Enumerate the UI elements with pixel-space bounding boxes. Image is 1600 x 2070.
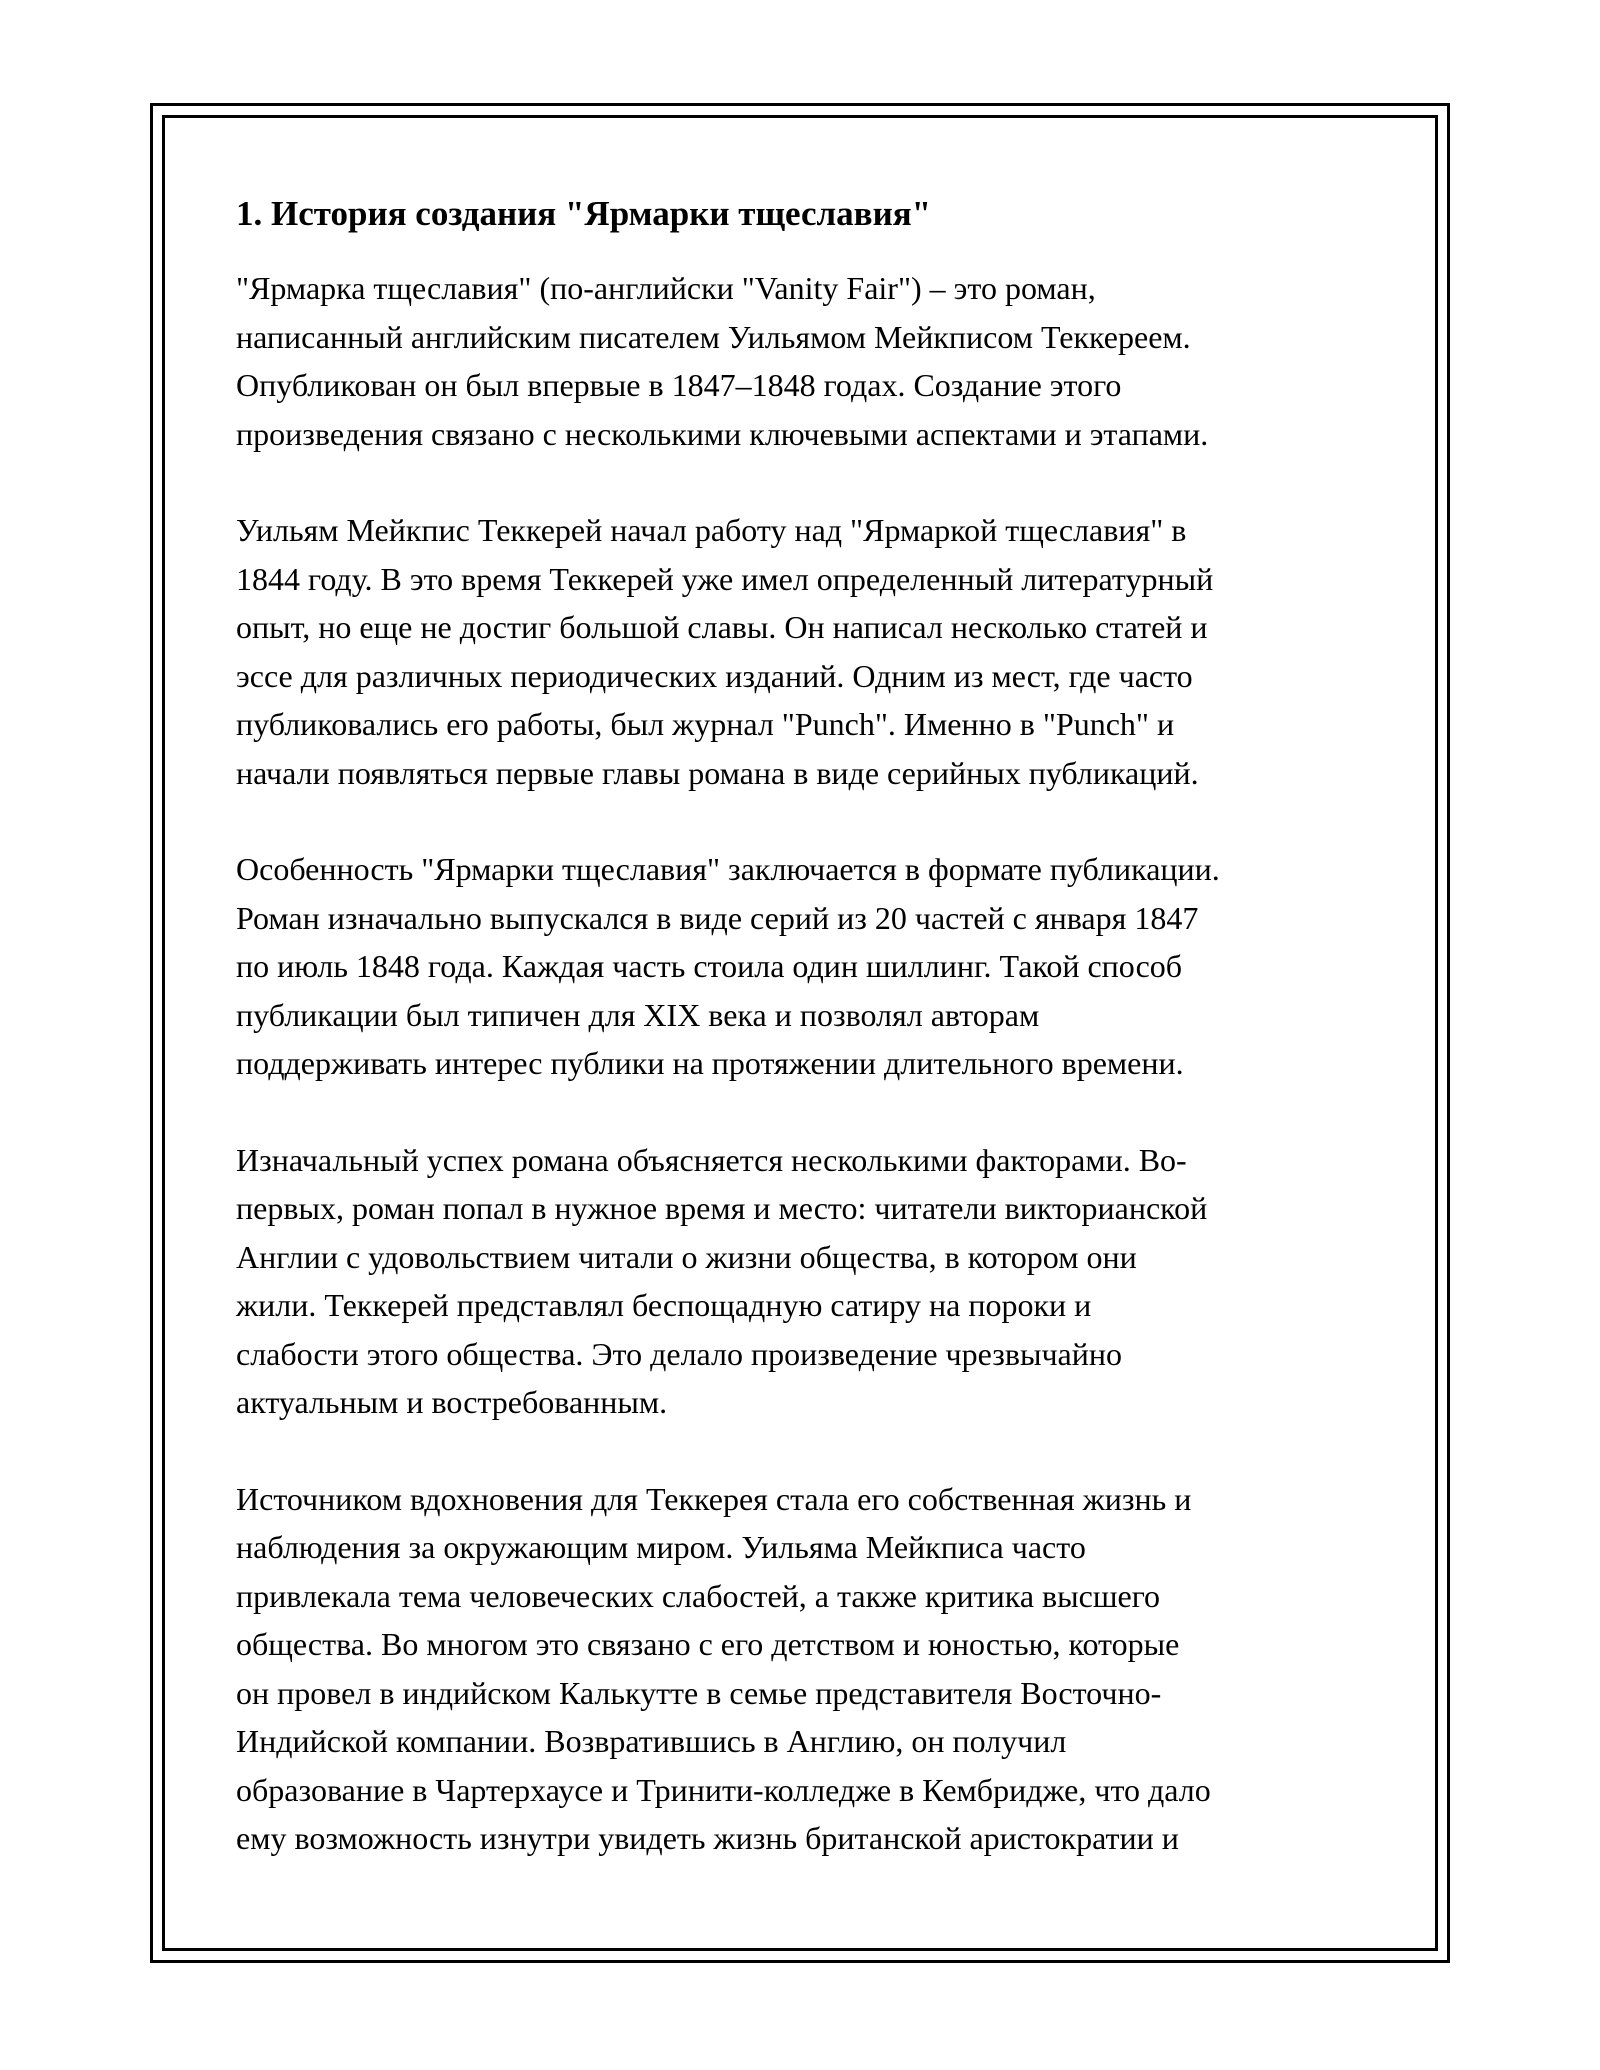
text-line: Источником вдохновения для Теккерея стала его собственная жизнь и	[236, 1480, 1192, 1517]
paragraph-3	[236, 845, 1396, 1088]
text-line: актуальным и востребованным.	[236, 1384, 668, 1420]
text-line: Опубликован он был впервые в 1847–1848 годах. Создание этого	[236, 367, 1122, 403]
text-line: 1844 году. В это время Теккерей уже имел определенный литературный	[236, 560, 1214, 597]
text-line: общества. Во многом это связано с его детством и юностью, которые	[236, 1626, 1180, 1662]
text-line: наблюдения за окружающим миром. Уильяма Мейкписа часто	[236, 1529, 1086, 1565]
text-line: эссе для различных периодических изданий. Одним из мест, где часто	[236, 657, 1193, 694]
text-line: публикации был типичен для XIX века и позволял авторам	[236, 996, 1040, 1033]
text-line: Особенность "Ярмарки тщеславия" заключается в формате публикации.	[236, 851, 1220, 887]
text-line: образование в Чартерхаусе и Тринити-колледже в Кембридже, что дало	[236, 1771, 1211, 1808]
text-line: произведения связано с несколькими ключевыми аспектами и этапами.	[236, 415, 1209, 452]
text-line: Изначальный успех романа объясняется несколькими факторами. Во-	[236, 1141, 1187, 1178]
text-line: Роман изначально выпускался в виде серий из 20 частей с января 1847	[236, 899, 1199, 936]
text-line: начали появляться первые главы романа в виде серийных публикаций.	[236, 754, 1199, 791]
paragraph-4	[236, 1136, 1396, 1427]
paragraph-2	[236, 506, 1396, 797]
text-line: публиковались его работы, был журнал "Punch". Именно в "Punch" и	[236, 706, 1175, 742]
text-line: "Ярмарка тщеславия" (по-английски "Vanity Fair") – это роман,	[236, 270, 1096, 306]
text-line: слабости этого общества. Это делало произведение чрезвычайно	[236, 1335, 1122, 1372]
text-line: Уильям Мейкпис Теккерей начал работу над "Ярмаркой тщеславия" в	[236, 512, 1187, 548]
text-line: ему возможность изнутри увидеть жизнь британской аристократии и	[236, 1820, 1179, 1856]
section-heading: 1. История создания "Ярмарки тщеславия"	[236, 194, 932, 233]
paragraph-1	[236, 264, 1396, 458]
paragraph-5	[236, 1475, 1396, 1863]
text-line: Англии с удовольствием читали о жизни общества, в котором они	[236, 1238, 1137, 1275]
text-line: по июль 1848 года. Каждая часть стоила один шиллинг. Такой способ	[236, 948, 1183, 984]
text-line: он провел в индийском Калькутте в семье представителя Восточно-	[236, 1674, 1162, 1711]
text-line: Индийской компании. Возвратившись в Англию, он получил	[236, 1723, 1067, 1759]
text-line: жили. Теккерей представлял беспощадную сатиру на пороки и	[236, 1287, 1092, 1323]
text-line: опыт, но еще не достиг большой славы. Он написал несколько статей и	[236, 609, 1208, 645]
document-body	[236, 190, 1396, 1911]
text-line: первых, роман попал в нужное время и место: читатели викторианской	[236, 1190, 1208, 1226]
text-line: написанный английским писателем Уильямом Мейкписом Теккереем.	[236, 318, 1191, 355]
text-line: поддерживать интерес публики на протяжении длительного времени.	[236, 1045, 1184, 1081]
text-line: привлекала тема человеческих слабостей, а также критика высшего	[236, 1577, 1161, 1614]
